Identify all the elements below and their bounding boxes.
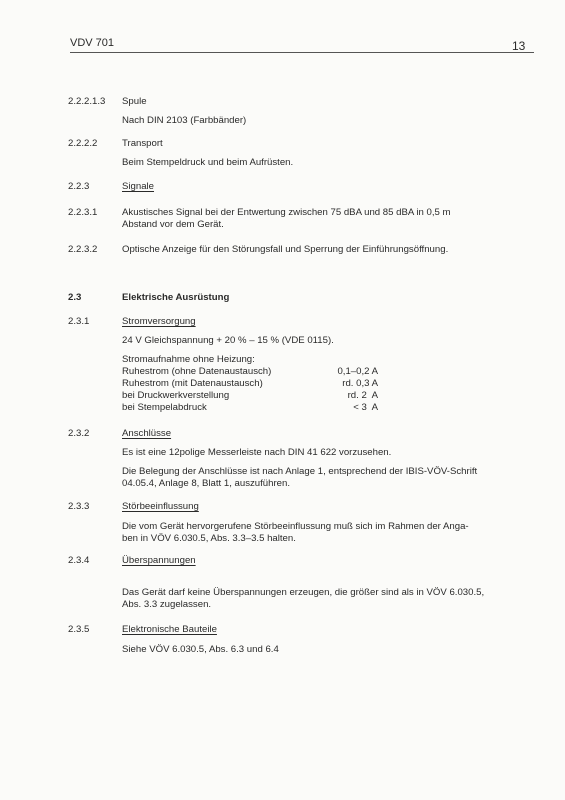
section-body: Siehe VÖV 6.030.5, Abs. 6.3 und 6.4 bbox=[122, 644, 279, 655]
section-title: Elektronische Bauteile bbox=[122, 624, 217, 635]
section-number: 2.2.3.1 bbox=[68, 207, 98, 218]
section-number: 2.2.3.2 bbox=[68, 244, 98, 255]
section-body-line: Abs. 3.3 zugelassen. bbox=[122, 599, 212, 610]
section-body-line: Abstand vor dem Gerät. bbox=[122, 219, 224, 230]
page-number: 13 bbox=[512, 39, 526, 53]
section-number: 2.3.5 bbox=[68, 624, 90, 635]
section-number: 2.2.2.2 bbox=[68, 138, 98, 149]
section-title: Transport bbox=[122, 138, 163, 149]
section-body-line: Das Gerät darf keine Überspannungen erzeugen, die größer sind als in VÖV 6.030.5, bbox=[122, 587, 485, 598]
current-row-label: Ruhestrom (mit Datenaustausch) bbox=[122, 378, 263, 389]
section-title: Signale bbox=[122, 181, 155, 192]
section-body-line: Die Belegung der Anschlüsse ist nach Anlage 1, entsprechend der IBIS-VÖV-Schrift bbox=[122, 466, 478, 477]
current-row-value: 0,1–0,2 A bbox=[337, 366, 378, 377]
current-row-value: < 3 A bbox=[353, 402, 378, 413]
section-title: Überspannungen bbox=[122, 555, 196, 566]
section-body: Nach DIN 2103 (Farbbänder) bbox=[122, 115, 247, 126]
section-title: Anschlüsse bbox=[122, 428, 172, 439]
section-body-line: 24 V Gleichspannung + 20 % – 15 % (VDE 0115). bbox=[122, 335, 334, 346]
document-title: VDV 701 bbox=[70, 37, 115, 49]
section-body: Optische Anzeige für den Störungsfall und Sperrung der Einführungsöffnung. bbox=[122, 244, 449, 255]
section-body-line: Akustisches Signal bei der Entwertung zwischen 75 dBA und 85 dBA in 0,5 m bbox=[122, 207, 451, 218]
current-table-intro: Stromaufnahme ohne Heizung: bbox=[122, 354, 255, 365]
current-row-value: rd. 0,3 A bbox=[342, 378, 378, 389]
section-number: 2.3.4 bbox=[68, 555, 90, 566]
section-title: Spule bbox=[122, 96, 147, 107]
section-number: 2.2.2.1.3 bbox=[68, 96, 106, 107]
section-number: 2.2.3 bbox=[68, 181, 90, 192]
section-body-line: ben in VÖV 6.030.5, Abs. 3.3–3.5 halten. bbox=[122, 533, 296, 544]
header-rule bbox=[70, 52, 534, 53]
section-number: 2.3 bbox=[68, 292, 82, 303]
current-row-label: bei Stempelabdruck bbox=[122, 402, 207, 413]
section-body: Beim Stempeldruck und beim Aufrüsten. bbox=[122, 157, 294, 168]
current-row-label: bei Druckwerkverstellung bbox=[122, 390, 230, 401]
section-title: Stromversorgung bbox=[122, 316, 196, 327]
section-number: 2.3.2 bbox=[68, 428, 90, 439]
section-number: 2.3.1 bbox=[68, 316, 90, 327]
section-body-line: 04.05.4, Anlage 8, Blatt 1, auszuführen. bbox=[122, 478, 291, 489]
current-row-value: rd. 2 A bbox=[347, 390, 378, 401]
section-title: Störbeeinflussung bbox=[122, 501, 199, 512]
current-row-label: Ruhestrom (ohne Datenaustausch) bbox=[122, 366, 272, 377]
section-title: Elektrische Ausrüstung bbox=[122, 292, 230, 303]
section-number: 2.3.3 bbox=[68, 501, 90, 512]
section-body-line: Die vom Gerät hervorgerufene Störbeeinflussung muß sich im Rahmen der Anga- bbox=[122, 521, 469, 532]
section-body-line: Es ist eine 12polige Messerleiste nach DIN 41 622 vorzusehen. bbox=[122, 447, 392, 458]
